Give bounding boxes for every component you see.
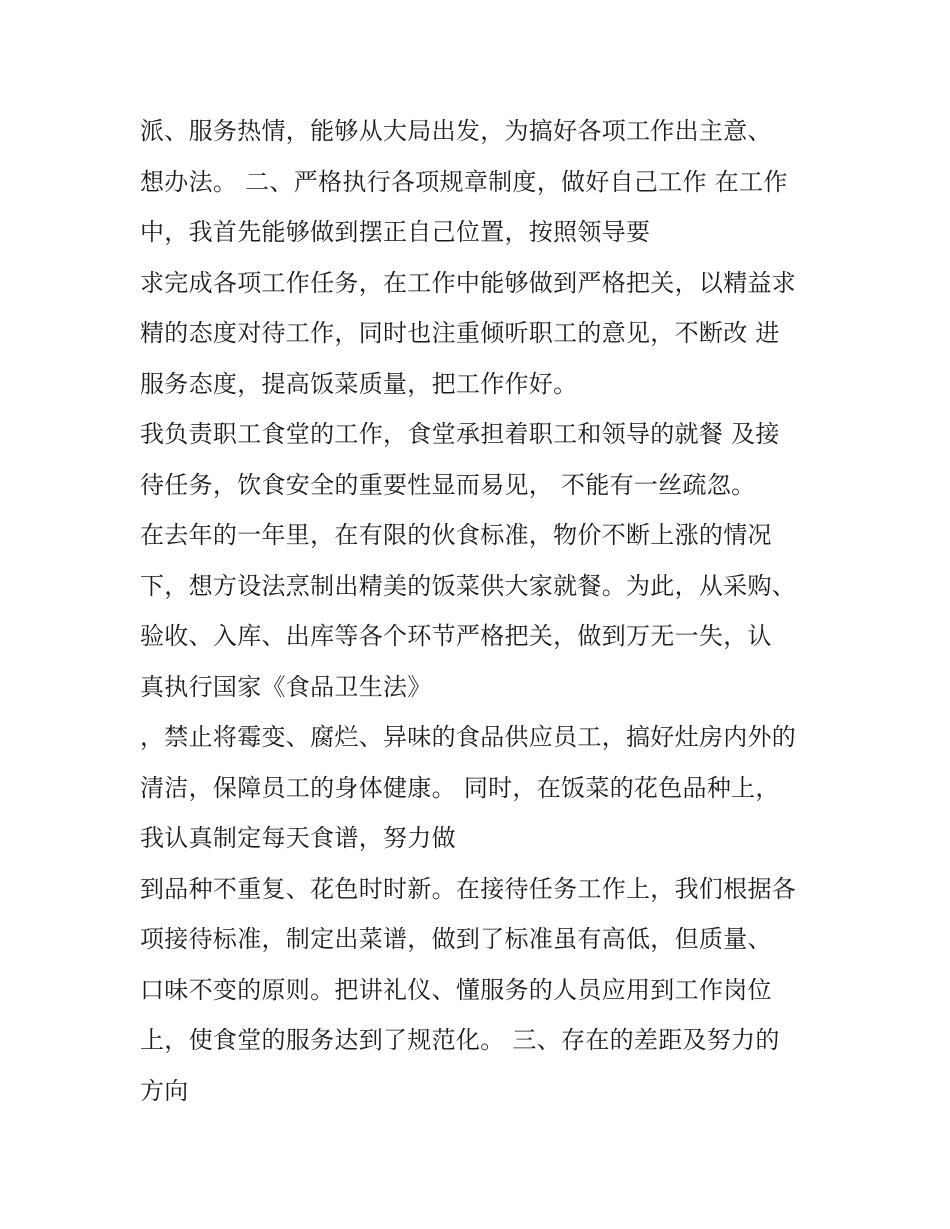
body-text [140,106,840,1116]
text-line: 方向 [140,1076,189,1105]
text-line: 清洁，保障员工的身体健康。 同时，在饭菜的花色品种上， [140,773,780,802]
text-line: ，禁止将霉变、腐烂、异味的食品供应员工，搞好灶房内外的 [140,723,797,751]
text-line: 真执行国家《食品卫生法》 [140,672,432,701]
text-line: 我认真制定每天食谱，努力做 [140,824,456,852]
text-line: 上，使食堂的服务达到了规范化。 三、存在的差距及努力的 [140,1026,780,1054]
text-line: 项接待标准，制定出菜谱，做到了标准虽有高低，但质量、 [140,925,772,953]
text-line: 下，想方设法烹制出精美的饭菜供大家就餐。为此，从采购、 [140,571,797,600]
text-line: 想办法。 二、严格执行各项规章制度，做好自己工作 在工作 [140,167,788,196]
text-line: 待任务，饮食安全的重要性显而易见， 不能有一丝疏忽。 [140,470,756,499]
text-line: 中，我首先能够做到摆正自己位置，按照领导要 [140,218,651,246]
text-line: 服务态度，提高饭菜质量，把工作作好。 [140,369,578,398]
text-line: 我负责职工食堂的工作，食堂承担着职工和领导的就餐 及接 [140,420,780,448]
text-line: 到品种不重复、花色时时新。在接待任务工作上，我们根据各 [140,874,797,903]
text-line: 口味不变的原则。把讲礼仪、懂服务的人员应用到工作岗位 [140,975,772,1004]
text-line: 验收、入库、出库等各个环节严格把关，做到万无一失，认 [140,622,772,650]
text-line: 派、服务热情，能够从大局出发，为搞好各项工作出主意、 [140,117,772,145]
text-line: 精的态度对待工作，同时也注重倾听职工的意见，不断改 进 [140,319,780,347]
text-line: 在去年的一年里，在有限的伙食标准，物价不断上涨的情况 [140,521,772,549]
text-line: 求完成各项工作任务，在工作中能够做到严格把关，以精益求 [140,268,797,297]
